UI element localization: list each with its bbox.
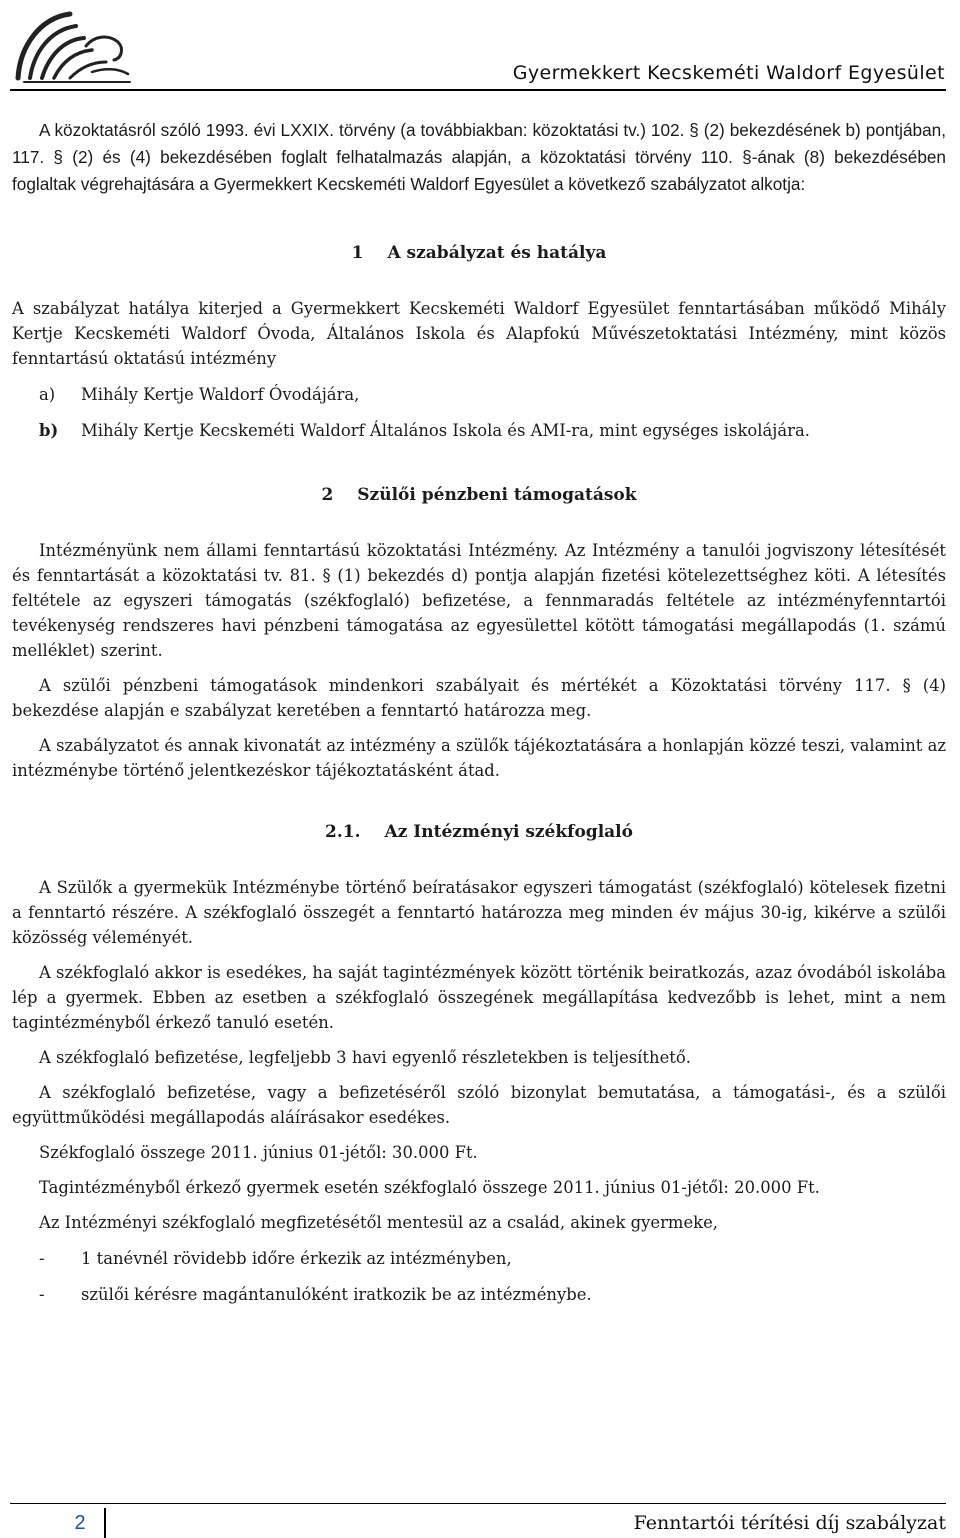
section-1-heading [12,241,946,266]
list-marker: - [39,1285,45,1304]
list-item-text: Mihály Kertje Kecskeméti Waldorf Általános Iskola és AMI-ra, mint egységes iskolájára. [81,421,810,440]
list-item-text: Mihály Kertje Waldorf Óvodájára, [81,385,360,404]
list-item [12,418,946,443]
section-2-paragraph: A szabályzatot és annak kivonatát az intézmény a szülők tájékoztatására a honlapján közzé teszi, valamint az intézménybe történő jelentkezéskor tájékoztatásként átad. [12,736,946,780]
list-item [12,382,946,407]
section-2-1-title: Az Intézményi székfoglaló [384,822,633,842]
page-number: 2 [74,1512,86,1534]
section-2-1-paragraph: A Szülők a gyermekük Intézménybe történő beíratásakor egyszeri támogatást (székfoglaló) kötelesek fizetni a fenntartó részére. A székfoglaló összegét a fenntartó határozza meg minden év május 30-ig, kikérve a szülői közösség véleményét. [12,878,946,947]
section-2-paragraph: Intézményünk nem állami fenntartású közoktatási Intézmény. Az Intézmény a tanulói jogviszony létesítését és fenntartását a közoktatási tv. 81. § (1) bekezdés d) pontja alapján fizetési kötelezettséghez köti. A létesítés feltétele az egyszeri támogatás (székfoglaló) befizetése, a fennmaradás feltétele az intézményfenntartói tevékenység rendszeres havi pénzbeni támogatása az egyesülettel kötött támogatási megállapodás (1. számú melléklet) szerint. [12,541,946,660]
section-2-title: Szülői pénzbeni támogatások [357,485,637,505]
section-2-1-paragraph: A székfoglaló befizetése, vagy a befizetéséről szóló bizonylat bemutatása, a támogatási-, és a szülői együttműködési megállapodás aláírásakor esedékes. [12,1083,946,1127]
fee-amount: Székfoglaló összege 2011. június 01-jétől: 30.000 Ft. [39,1143,478,1162]
section-2-1-number: 2.1. [325,822,361,842]
list-item-text: szülői kérésre magántanulóként iratkozik be az intézménybe. [81,1285,592,1304]
list-item [12,1246,946,1271]
list-item [12,1282,946,1307]
list-marker: b) [39,421,59,440]
document-body [12,117,946,1307]
section-2-1-paragraph: A székfoglaló befizetése, legfeljebb 3 havi egyenlő részletekben is teljesíthető. [39,1048,691,1067]
member-fee-amount: Tagintézményből érkező gyermek esetén székfoglaló összege 2011. június 01-jétől: 20.000 Ft. [39,1178,820,1197]
exemption-intro: Az Intézményi székfoglaló megfizetésétől mentesül az a család, akinek gyermeke, [39,1213,719,1232]
section-1-paragraph: A szabályzat hatálya kiterjed a Gyermekkert Kecskeméti Waldorf Egyesület fenntartásában működő Mihály Kertje Kecskeméti Waldorf Óvoda, Általános Iskola és Alapfokú Művészetoktatási Intézmény, mint közös fenntartású oktatású intézmény [12,299,946,368]
section-2-1-paragraph: A székfoglaló akkor is esedékes, ha saját tagintézmények között történik beiratkozás, azaz óvodából iskolába lép a gyermek. Ebben az esetben a székfoglaló összegének megállapítása kedvezőbb is lehet, mint a nem tagintézményből érkező tanuló esetén. [12,963,946,1032]
section-2-number: 2 [321,485,334,505]
footer-divider [10,1503,946,1504]
section-1-title: A szabályzat és hatálya [387,243,607,263]
footer-title: Fenntartói térítési díj szabályzat [633,1512,946,1534]
list-item-text: 1 tanévnél rövidebb időre érkezik az intézményben, [81,1249,512,1268]
section-2-heading [12,483,946,508]
list-marker: a) [39,385,56,404]
section-1-number: 1 [351,243,364,263]
header-divider [10,89,946,91]
section-2-1-heading [12,820,946,845]
waldorf-logo-icon [10,6,135,86]
page-number-separator [104,1508,106,1538]
list-marker: - [39,1249,45,1268]
intro-paragraph: A közoktatásról szóló 1993. évi LXXIX. törvény (a továbbiakban: közoktatási tv.) 102. § (2) bekezdésének b) pontjában, 117. § (2) és (4) bekezdésében foglalt felhatalmazás alapján, a közoktatási törvény 110. §-ának (8) bekezdésében foglaltak végrehajtására a Gyermekkert Kecskeméti Waldorf Egyesület a következő szabályzatot alkotja: [12,120,946,194]
section-2-paragraph: A szülői pénzbeni támogatások mindenkori szabályait és mértékét a Közoktatási törvény 117. § (4) bekezdése alapján e szabályzat keretében a fenntartó határozza meg. [12,676,946,720]
header-title: Gyermekkert Kecskeméti Waldorf Egyesület [512,62,945,84]
